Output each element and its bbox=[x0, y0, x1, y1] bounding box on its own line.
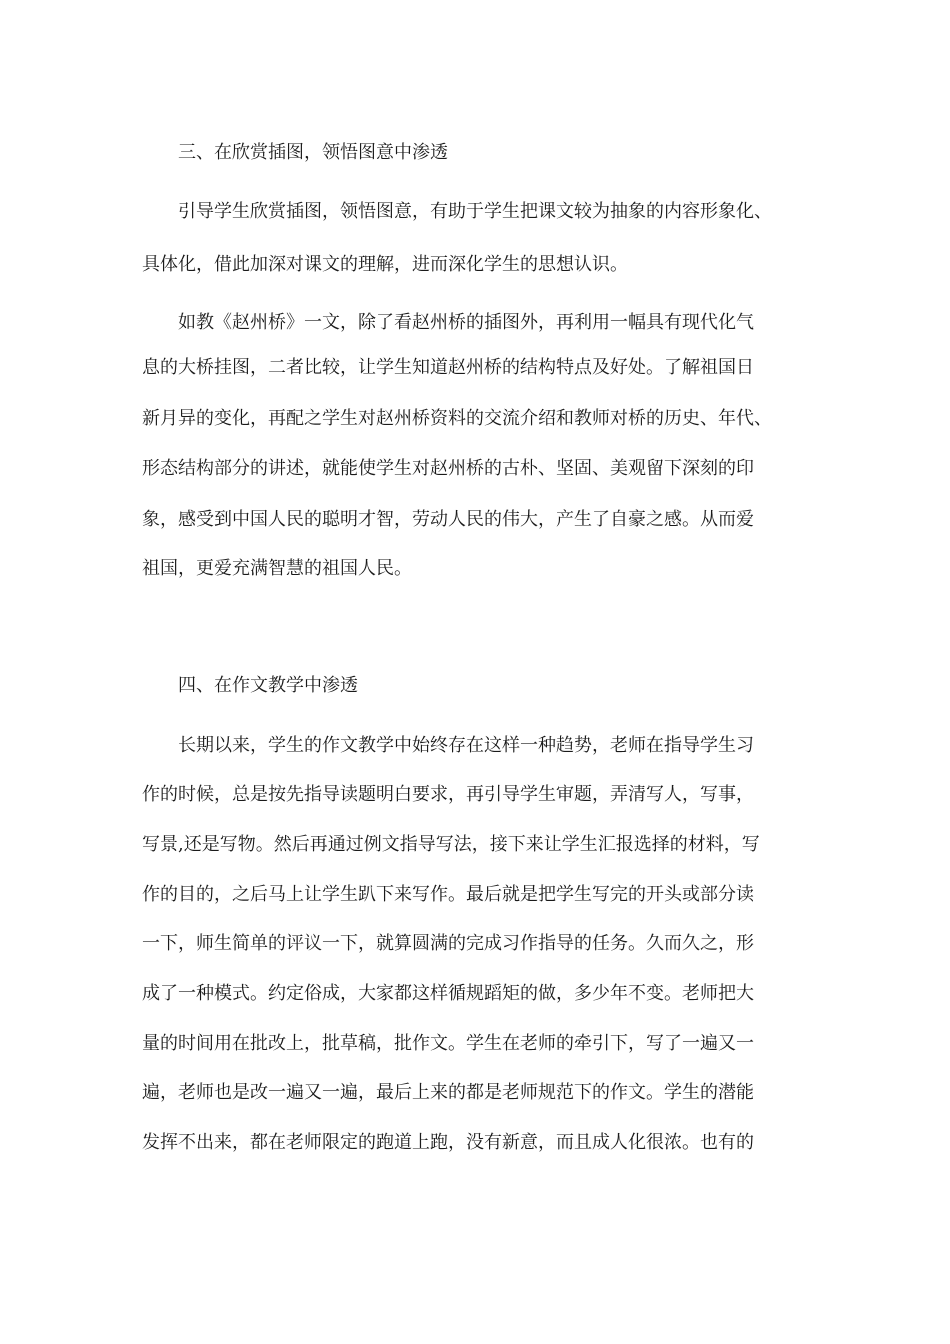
paragraph-line: 形态结构部分的讲述，就能使学生对赵州桥的古朴、坚固、美观留下深刻的印 bbox=[142, 458, 754, 479]
paragraph-line: 引导学生欣赏插图，领悟图意，有助于学生把课文较为抽象的内容形象化、 bbox=[178, 201, 772, 222]
paragraph-line: 新月异的变化，再配之学生对赵州桥资料的交流介绍和教师对桥的历史、年代、 bbox=[142, 408, 772, 429]
section-heading-4: 四、在作文教学中渗透 bbox=[178, 675, 358, 696]
paragraph-line: 如教《赵州桥》一文，除了看赵州桥的插图外，再利用一幅具有现代化气 bbox=[178, 312, 754, 333]
paragraph-line: 作的目的，之后马上让学生趴下来写作。最后就是把学生写完的开头或部分读 bbox=[142, 884, 754, 905]
section-heading-3: 三、在欣赏插图，领悟图意中渗透 bbox=[178, 142, 448, 163]
paragraph-line: 具体化，借此加深对课文的理解，进而深化学生的思想认识。 bbox=[142, 254, 628, 275]
paragraph-line: 写景,还是写物。然后再通过例文指导写法，接下来让学生汇报选择的材料，写 bbox=[142, 834, 760, 855]
paragraph-line: 作的时候，总是按先指导读题明白要求，再引导学生审题，弄清写人，写事， bbox=[142, 784, 754, 805]
paragraph-line: 遍，老师也是改一遍又一遍，最后上来的都是老师规范下的作文。学生的潜能 bbox=[142, 1082, 754, 1103]
paragraph-line: 长期以来，学生的作文教学中始终存在这样一种趋势，老师在指导学生习 bbox=[178, 735, 754, 756]
paragraph-line: 祖国，更爱充满智慧的祖国人民。 bbox=[142, 558, 412, 579]
paragraph-line: 息的大桥挂图，二者比较，让学生知道赵州桥的结构特点及好处。了解祖国日 bbox=[142, 357, 754, 378]
paragraph-line: 量的时间用在批改上，批草稿，批作文。学生在老师的牵引下，写了一遍又一 bbox=[142, 1033, 754, 1054]
paragraph-line: 一下，师生简单的评议一下，就算圆满的完成习作指导的任务。久而久之，形 bbox=[142, 933, 754, 954]
paragraph-line: 发挥不出来，都在老师限定的跑道上跑，没有新意，而且成人化很浓。也有的 bbox=[142, 1132, 754, 1153]
paragraph-line: 成了一种模式。约定俗成，大家都这样循规蹈矩的做，多少年不变。老师把大 bbox=[142, 983, 754, 1004]
paragraph-line: 象，感受到中国人民的聪明才智，劳动人民的伟大，产生了自豪之感。从而爱 bbox=[142, 509, 754, 530]
